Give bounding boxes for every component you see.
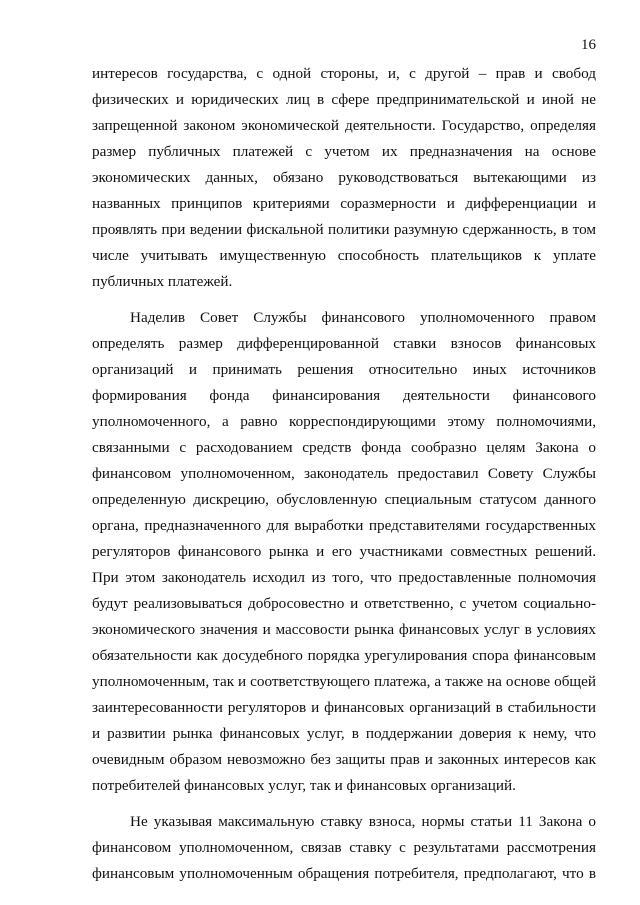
text-line: финансовом уполномоченном, связав ставку с результатами рассмотрения xyxy=(92,839,596,856)
text-line: публичных платежей. xyxy=(92,273,233,290)
text-line: проявлять при ведении фискальной политики разумную сдержанность, в том xyxy=(92,221,596,238)
text-line: числе учитывать имущественную способность плательщиков к уплате xyxy=(92,247,596,264)
text-line: финансовом уполномоченном, законодатель предоставил Совету Службы xyxy=(92,465,596,482)
paragraph xyxy=(92,305,596,799)
text-line: потребителей финансовых услуг, так и финансовых организаций. xyxy=(92,777,516,794)
text-line: связанными с расходованием средств фонда сообразно целям Закона о xyxy=(92,439,596,456)
body-text xyxy=(92,61,596,887)
text-line: уполномоченным, так и соответствующего платежа, а также на основе общей xyxy=(92,673,596,690)
text-line: очевидным образом невозможно без защиты прав и законных интересов как xyxy=(92,751,596,768)
text-line: физических и юридических лиц в сфере предпринимательской и иной не xyxy=(92,91,596,108)
text-line: экономического значения и массовости рынка финансовых услуг в условиях xyxy=(92,621,596,638)
page-number: 16 xyxy=(581,37,596,53)
text-line: уполномоченного, а равно корреспондирующими этому полномочиями, xyxy=(92,413,596,430)
paragraph xyxy=(92,61,596,295)
paragraph-gap xyxy=(92,295,596,305)
text-line: организаций и принимать решения относительно иных источников xyxy=(92,361,596,378)
text-line: будут реализовываться добросовестно и ответственно, с учетом социально- xyxy=(92,595,596,612)
text-line: запрещенной законом экономической деятельности. Государство, определяя xyxy=(92,117,596,134)
text-line: регуляторов финансового рынка и его участниками совместных решений. xyxy=(92,543,596,560)
text-line: заинтересованности регуляторов и финансовых организаций в стабильности xyxy=(92,699,596,716)
text-line: размер публичных платежей с учетом их предназначения на основе xyxy=(92,143,596,160)
text-line: обязательности как досудебного порядка урегулирования спора финансовым xyxy=(92,647,596,664)
text-line: определенную дискрецию, обусловленную специальным статусом данного xyxy=(92,491,596,508)
paragraph-gap xyxy=(92,799,596,809)
text-line: определять размер дифференцированной ставки взносов финансовых xyxy=(92,335,596,352)
paragraph xyxy=(92,809,596,887)
text-line: Не указывая максимальную ставку взноса, нормы статьи 11 Закона о xyxy=(130,813,596,830)
text-line: экономических данных, обязано руководствоваться вытекающими из xyxy=(92,169,596,186)
text-line: формирования фонда финансирования деятельности финансового xyxy=(92,387,596,404)
text-line: интересов государства, с одной стороны, и, с другой – прав и свобод xyxy=(92,65,596,82)
text-line: финансовым уполномоченным обращения потребителя, предполагают, что в xyxy=(92,865,596,882)
text-line: Наделив Совет Службы финансового уполномоченного правом xyxy=(130,309,596,326)
text-line: органа, предназначенного для выработки представителями государственных xyxy=(92,517,596,534)
text-line: и развитии рынка финансовых услуг, в поддержании доверия к нему, что xyxy=(92,725,596,742)
text-line: названных принципов критериями соразмерности и дифференциации и xyxy=(92,195,596,212)
text-line: При этом законодатель исходил из того, что предоставленные полномочия xyxy=(92,569,596,586)
